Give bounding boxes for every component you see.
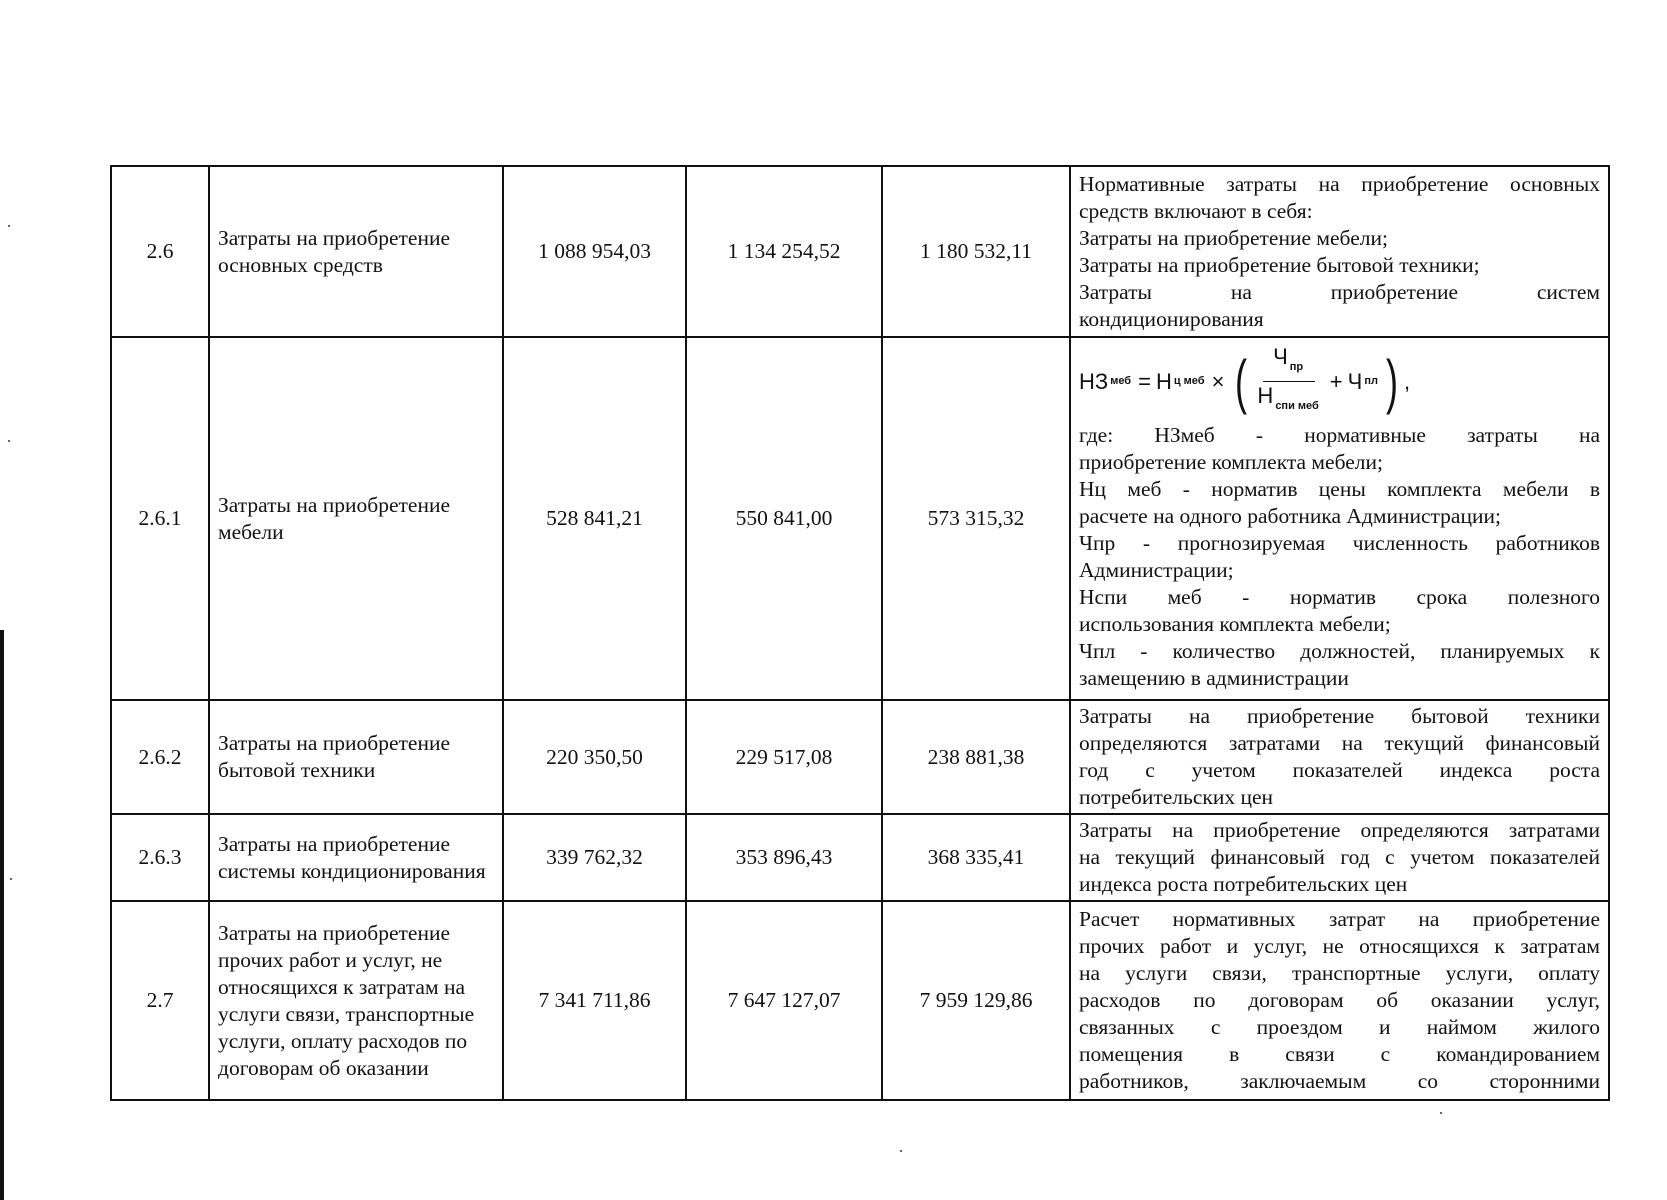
description-line: помещения в связи с командированием xyxy=(1079,1042,1600,1066)
cost-value-year-1: 220 350,50 xyxy=(503,700,686,814)
denominator-sub: спи меб xyxy=(1275,399,1319,412)
formula-times: × xyxy=(1211,369,1225,394)
scan-speck xyxy=(1440,1112,1442,1114)
cost-value-year-2: 229 517,08 xyxy=(686,700,882,814)
scan-speck xyxy=(8,225,10,227)
cost-value-year-2: 1 134 254,52 xyxy=(686,166,882,337)
description-line: Нормативные затраты на приобретение основных xyxy=(1079,171,1600,196)
cost-value-year-3: 1 180 532,11 xyxy=(882,166,1070,337)
description-line: связанных с проездом и наймом жилого xyxy=(1079,1015,1600,1039)
cost-description xyxy=(1070,166,1609,337)
row-number: 2.6.3 xyxy=(111,814,209,901)
formula-fraction xyxy=(1257,344,1320,420)
fraction-denominator xyxy=(1257,382,1320,420)
formula-equals: = xyxy=(1138,369,1151,394)
row-number: 2.6.2 xyxy=(111,700,209,814)
formula-lhs-sub: меб xyxy=(1110,375,1132,387)
cost-norms-table xyxy=(110,165,1610,1101)
scan-speck xyxy=(8,440,10,442)
table-row xyxy=(111,814,1609,901)
cost-value-year-2: 7 647 127,07 xyxy=(686,901,882,1100)
formula-h: Н xyxy=(1155,369,1172,394)
description-line: Затраты на приобретение систем xyxy=(1079,279,1600,304)
description-line: Администрации; xyxy=(1079,557,1234,582)
cost-value-year-2: 550 841,00 xyxy=(686,337,882,700)
description-line: прочих работ и услуг, не относящихся к затратам xyxy=(1079,934,1600,958)
table-row xyxy=(111,901,1609,1100)
description-line: Нспи меб - норматив срока полезного xyxy=(1079,584,1600,609)
formula-ch-sub: пл xyxy=(1364,375,1378,387)
formula-h-sub: ц меб xyxy=(1173,375,1205,387)
cost-value-year-1: 7 341 711,86 xyxy=(503,901,686,1100)
description-line: кондиционирования xyxy=(1079,306,1264,331)
formula-lhs: НЗ xyxy=(1079,369,1109,394)
cost-description xyxy=(1070,814,1609,901)
scan-edge-mark xyxy=(0,630,4,1200)
description-line: на услуги связи, транспортные услуги, оплату xyxy=(1079,961,1600,985)
description-line: Затраты на приобретение мебели; xyxy=(1079,225,1388,250)
row-number: 2.7 xyxy=(111,901,209,1100)
cost-item-name: Затраты на приобретение системы кондиционирования xyxy=(209,814,503,901)
description-line: расходов по договорам об оказании услуг, xyxy=(1079,988,1600,1012)
denominator-symbol: Н xyxy=(1257,382,1274,408)
description-line: на текущий финансовый год с учетом показателей xyxy=(1079,845,1600,869)
description-line: работников, заключаемым со сторонними xyxy=(1079,1069,1600,1093)
description-line: Чпр - прогнозируемая численность работников xyxy=(1079,530,1600,555)
row-number: 2.6.1 xyxy=(111,337,209,700)
cost-value-year-3: 368 335,41 xyxy=(882,814,1070,901)
left-paren-glyph: ( xyxy=(1235,347,1248,415)
description-line: Затраты на приобретение определяются затратами xyxy=(1079,818,1600,842)
formula-tail: , xyxy=(1403,369,1411,394)
cost-item-name: Затраты на приобретение основных средств xyxy=(209,166,503,337)
description-line: Чпл - количество должностей, планируемых к xyxy=(1079,638,1600,663)
cost-item-name: Затраты на приобретение мебели xyxy=(209,337,503,700)
cost-value-year-3: 7 959 129,86 xyxy=(882,901,1070,1100)
description-line: где: НЗмеб - нормативные затраты на xyxy=(1079,422,1600,447)
furniture-cost-formula xyxy=(1079,343,1600,418)
numerator-symbol: Ч xyxy=(1273,343,1288,369)
description-line: Нц меб - норматив цены комплекта мебели в xyxy=(1079,476,1600,501)
scan-speck xyxy=(10,878,12,880)
description-line: год с учетом показателей индекса роста xyxy=(1079,758,1600,782)
description-line: использования комплекта мебели; xyxy=(1079,611,1391,636)
formula-ch: Ч xyxy=(1347,369,1363,394)
right-paren-glyph: ) xyxy=(1385,347,1398,415)
cost-value-year-1: 339 762,32 xyxy=(503,814,686,901)
description-line: приобретение комплекта мебели; xyxy=(1079,449,1383,474)
cost-item-name: Затраты на приобретение бытовой техники xyxy=(209,700,503,814)
description-line: средств включают в себя: xyxy=(1079,198,1313,223)
scan-speck xyxy=(900,1150,902,1152)
description-line: определяются затратами на текущий финансовый xyxy=(1079,731,1600,755)
fraction-numerator xyxy=(1263,344,1315,382)
cost-value-year-2: 353 896,43 xyxy=(686,814,882,901)
cost-item-name: Затраты на приобретение прочих работ и услуг, не относящихся к затратам на услуги связи, транспортные услуги, оплату расходов по договорам об оказании xyxy=(209,901,503,1100)
numerator-sub: пр xyxy=(1289,360,1304,373)
cost-value-year-1: 1 088 954,03 xyxy=(503,166,686,337)
table-row xyxy=(111,700,1609,814)
cost-value-year-3: 238 881,38 xyxy=(882,700,1070,814)
cost-description xyxy=(1070,337,1609,700)
cost-value-year-3: 573 315,32 xyxy=(882,337,1070,700)
cost-description xyxy=(1070,700,1609,814)
description-line: индекса роста потребительских цен xyxy=(1079,872,1408,896)
cost-value-year-1: 528 841,21 xyxy=(503,337,686,700)
description-line: Затраты на приобретение бытовой техники; xyxy=(1079,252,1480,277)
cost-description xyxy=(1070,901,1609,1100)
table-row xyxy=(111,337,1609,700)
table-row xyxy=(111,166,1609,337)
formula-plus: + xyxy=(1329,369,1343,394)
description-line: замещению в администрации xyxy=(1079,665,1349,690)
description-line: потребительских цен xyxy=(1079,785,1274,809)
description-line: расчете на одного работника Администрации; xyxy=(1079,503,1501,528)
row-number: 2.6 xyxy=(111,166,209,337)
description-line: Затраты на приобретение бытовой техники xyxy=(1079,704,1600,728)
description-line: Расчет нормативных затрат на приобретение xyxy=(1079,907,1600,931)
